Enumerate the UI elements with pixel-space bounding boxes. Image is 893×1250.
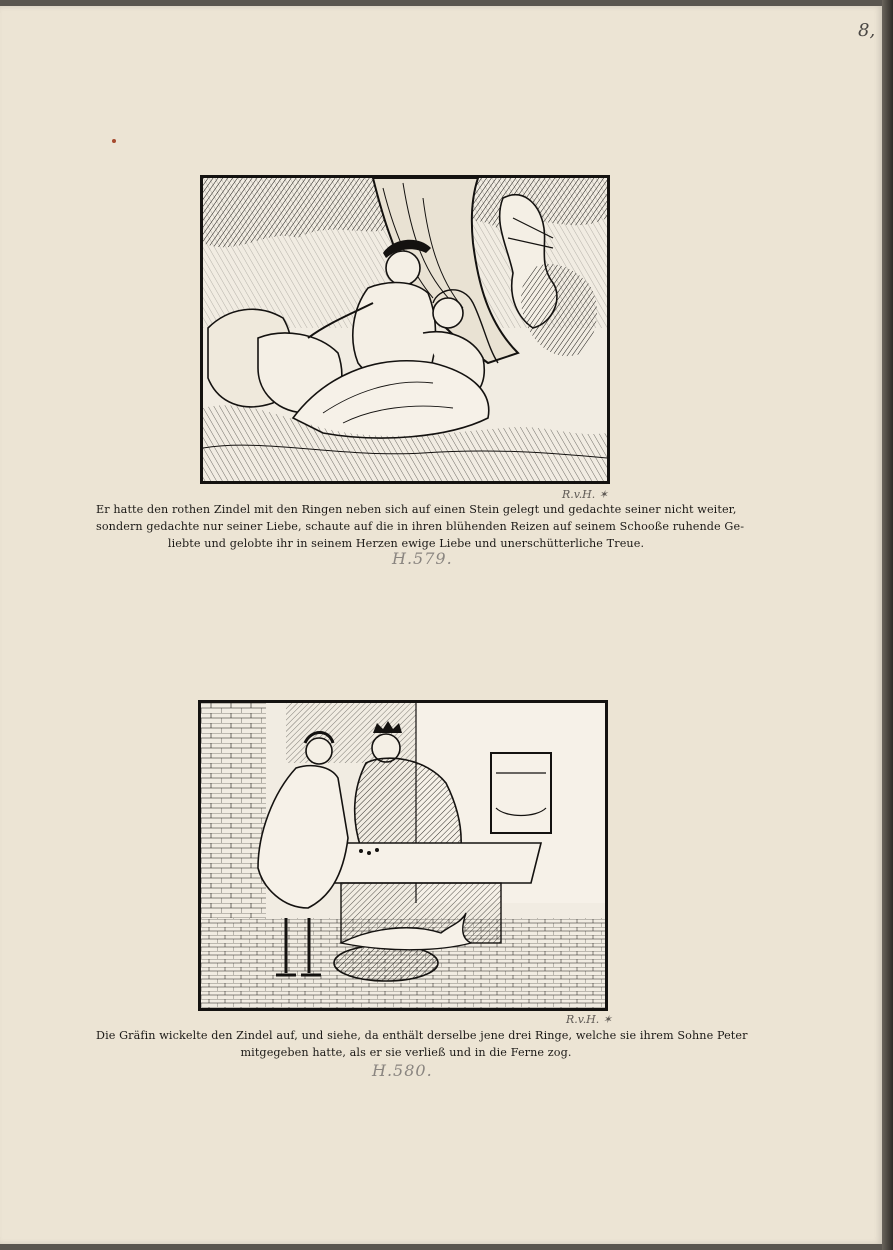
illustration-countess-with-rings <box>198 700 608 1011</box>
caption-line: mitgegeben hatte, als er sie verließ und in die Ferne zog. <box>240 1046 572 1059</box>
caption-illustration-1 <box>96 501 745 552</box>
inventory-number: H.580. <box>372 1061 433 1080</box>
caption-line: Er hatte den rothen Zindel mit den Ringen neben sich auf einen Stein gelegt und gedachte seiner nicht weiter, <box>96 503 737 516</box>
book-edge <box>882 0 893 1250</box>
artist-signature: R.v.H. ✶ <box>562 488 608 501</box>
inventory-number: H.579. <box>392 549 453 568</box>
book-page <box>0 6 882 1244</box>
caption-illustration-2 <box>96 1027 748 1061</box>
artist-signature: R.v.H. ✶ <box>566 1013 612 1026</box>
page-number: 8, <box>858 20 876 41</box>
caption-line: liebte und gelobte ihr in seinem Herzen ewige Liebe und unerschütterliche Treue. <box>167 537 645 550</box>
caption-line: sondern gedachte nur seiner Liebe, schaute auf die in ihren blühenden Reizen auf seinem Schooße ruhende Ge- <box>96 520 745 533</box>
illustration-lovers-under-tree <box>200 175 610 484</box>
paper-speck <box>112 139 116 143</box>
caption-line: Die Gräfin wickelte den Zindel auf, und siehe, da enthält derselbe jene drei Ringe, welche sie ihrem Sohne Peter <box>96 1029 748 1042</box>
